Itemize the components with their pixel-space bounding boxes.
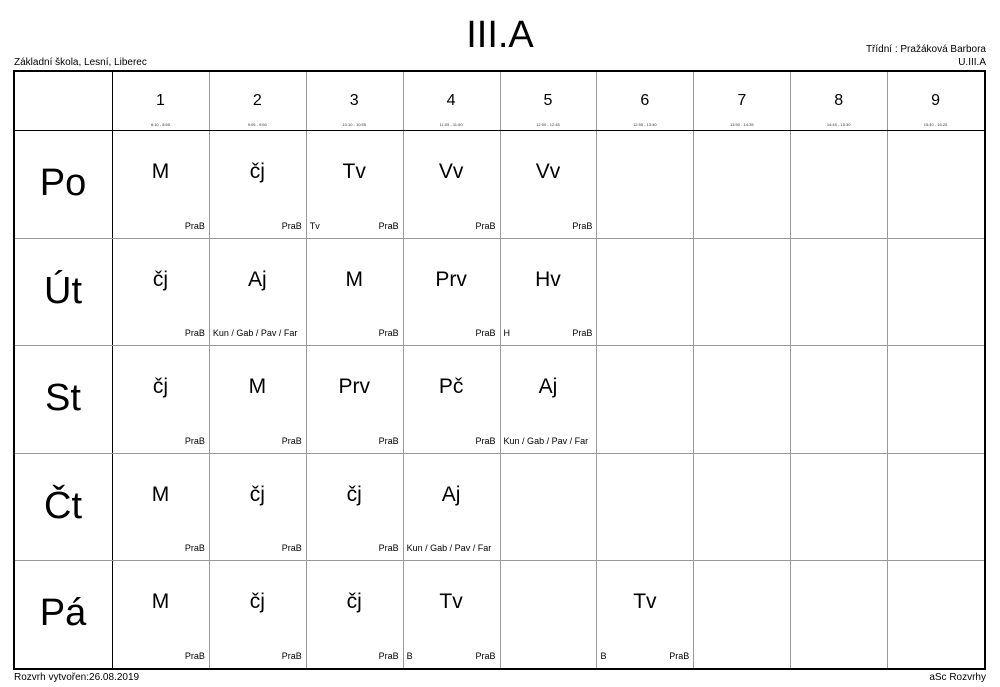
lesson-room: Kun / Gab / Pav / Far [503, 435, 589, 446]
lesson-teacher: PraB [475, 220, 496, 231]
lesson-teacher: PraB [378, 220, 399, 231]
timetable-grid [13, 70, 986, 670]
period-time: 12:00 - 12:45 [536, 122, 560, 127]
lesson-cell[interactable] [596, 560, 693, 668]
lesson-subject: M [248, 375, 267, 399]
lesson-cell[interactable] [209, 345, 306, 453]
period-number: 4 [446, 92, 456, 109]
software-credit: aSc Rozvrhy [929, 672, 986, 683]
lesson-cell[interactable] [500, 345, 597, 453]
lesson-room: B [406, 650, 413, 661]
lesson-subject: Prv [338, 375, 370, 399]
lesson-cell[interactable] [112, 560, 209, 668]
lesson-subject: čj [249, 482, 265, 506]
lesson-room: Kun / Gab / Pav / Far [406, 543, 492, 554]
lesson-subject: M [151, 482, 170, 506]
lesson-cell[interactable] [500, 238, 597, 346]
period-header [306, 72, 403, 130]
lesson-subject: Hv [535, 267, 561, 291]
lesson-subject: M [151, 590, 170, 614]
lesson-subject: čj [249, 160, 265, 183]
created-date: Rozvrh vytvořen:26.08.2019 [14, 672, 140, 683]
lesson-subject: Aj [538, 375, 558, 399]
room-code: U.III.A [958, 57, 986, 68]
period-header [403, 72, 500, 130]
lesson-subject: Aj [441, 482, 461, 506]
lesson-teacher: PraB [281, 435, 302, 446]
lesson-subject: čj [152, 375, 169, 399]
period-number: 5 [543, 92, 553, 109]
period-time: 9:05 - 9:50 [247, 122, 267, 127]
lesson-subject: čj [152, 267, 169, 291]
period-number: 9 [931, 92, 940, 109]
period-time: 14:45 - 15:30 [826, 122, 851, 127]
lesson-subject: Vv [438, 160, 464, 183]
lesson-cell[interactable] [306, 130, 403, 238]
day-label: Po [39, 162, 87, 204]
period-header [887, 72, 984, 130]
lesson-subject: M [345, 267, 363, 291]
period-header [500, 72, 597, 130]
lesson-subject: čj [249, 590, 265, 614]
lesson-cell[interactable] [306, 453, 403, 561]
lesson-cell[interactable] [403, 560, 500, 668]
period-header [693, 72, 790, 130]
grid-vline [790, 72, 791, 668]
lesson-room: Tv [309, 220, 320, 231]
lesson-cell[interactable] [306, 345, 403, 453]
lesson-cell[interactable] [306, 560, 403, 668]
grid-vline [693, 72, 694, 668]
lesson-teacher: PraB [281, 543, 302, 554]
lesson-room: B [600, 650, 607, 661]
page-title: III.A [466, 14, 534, 56]
period-time: 15:40 - 16:25 [923, 122, 948, 127]
lesson-cell[interactable] [112, 238, 209, 346]
period-time: 11:05 - 11:50 [439, 122, 463, 127]
period-number: 3 [349, 92, 359, 109]
grid-vline [887, 72, 888, 668]
day-label: Čt [44, 484, 82, 527]
lesson-subject: Pč [438, 375, 464, 399]
lesson-subject: Aj [247, 267, 267, 291]
lesson-cell[interactable] [112, 130, 209, 238]
lesson-cell[interactable] [403, 345, 500, 453]
period-number: 1 [155, 92, 165, 109]
class-teacher: Třídní : Pražáková Barbora [865, 44, 986, 55]
lesson-teacher: PraB [184, 328, 205, 339]
period-time: 12:55 - 13:40 [633, 122, 657, 127]
lesson-teacher: PraB [572, 328, 593, 339]
period-number: 2 [252, 92, 262, 109]
lesson-subject: M [151, 160, 170, 183]
lesson-teacher: PraB [281, 650, 302, 661]
period-time: 10:10 - 10:55 [342, 122, 366, 127]
day-label: St [45, 377, 81, 420]
lesson-cell[interactable] [500, 130, 597, 238]
lesson-teacher: PraB [378, 543, 399, 554]
lesson-teacher: PraB [475, 328, 496, 339]
period-time: 13:50 - 14:35 [729, 122, 754, 127]
lesson-subject: Tv [633, 590, 657, 614]
day-label: Pá [39, 592, 87, 635]
period-header [790, 72, 887, 130]
lesson-subject: čj [346, 590, 362, 614]
lesson-teacher: PraB [475, 435, 496, 446]
lesson-teacher: PraB [378, 328, 399, 339]
lesson-room: H [503, 328, 511, 339]
lesson-cell[interactable] [306, 238, 403, 346]
period-number: 7 [737, 92, 747, 109]
lesson-cell[interactable] [209, 560, 306, 668]
lesson-teacher: PraB [281, 220, 302, 231]
lesson-subject: Vv [535, 160, 561, 183]
lesson-subject: čj [346, 482, 362, 506]
lesson-cell[interactable] [403, 453, 500, 561]
lesson-teacher: PraB [184, 435, 205, 446]
lesson-teacher: PraB [669, 650, 690, 661]
lesson-cell[interactable] [403, 238, 500, 346]
period-header [209, 72, 306, 130]
period-time: 8:10 - 8:55 [150, 122, 170, 127]
lesson-teacher: PraB [184, 543, 205, 554]
lesson-cell[interactable] [209, 453, 306, 561]
lesson-teacher: PraB [184, 650, 205, 661]
lesson-subject: Tv [439, 590, 463, 614]
lesson-cell[interactable] [209, 130, 306, 238]
lesson-cell[interactable] [403, 130, 500, 238]
period-number: 6 [640, 92, 650, 109]
lesson-cell[interactable] [112, 453, 209, 561]
day-label: Út [44, 269, 82, 312]
lesson-teacher: PraB [378, 435, 399, 446]
period-header [596, 72, 693, 130]
period-header [112, 72, 209, 130]
lesson-teacher: PraB [184, 220, 205, 231]
lesson-subject: Tv [342, 160, 366, 183]
lesson-subject: Prv [435, 267, 467, 291]
lesson-teacher: PraB [572, 220, 593, 231]
lesson-cell[interactable] [112, 345, 209, 453]
period-number: 8 [834, 92, 844, 109]
school-name: Základní škola, Lesní, Liberec [14, 57, 147, 68]
lesson-teacher: PraB [378, 650, 399, 661]
lesson-teacher: PraB [475, 650, 496, 661]
lesson-cell[interactable] [209, 238, 306, 346]
lesson-room: Kun / Gab / Pav / Far [212, 328, 298, 339]
